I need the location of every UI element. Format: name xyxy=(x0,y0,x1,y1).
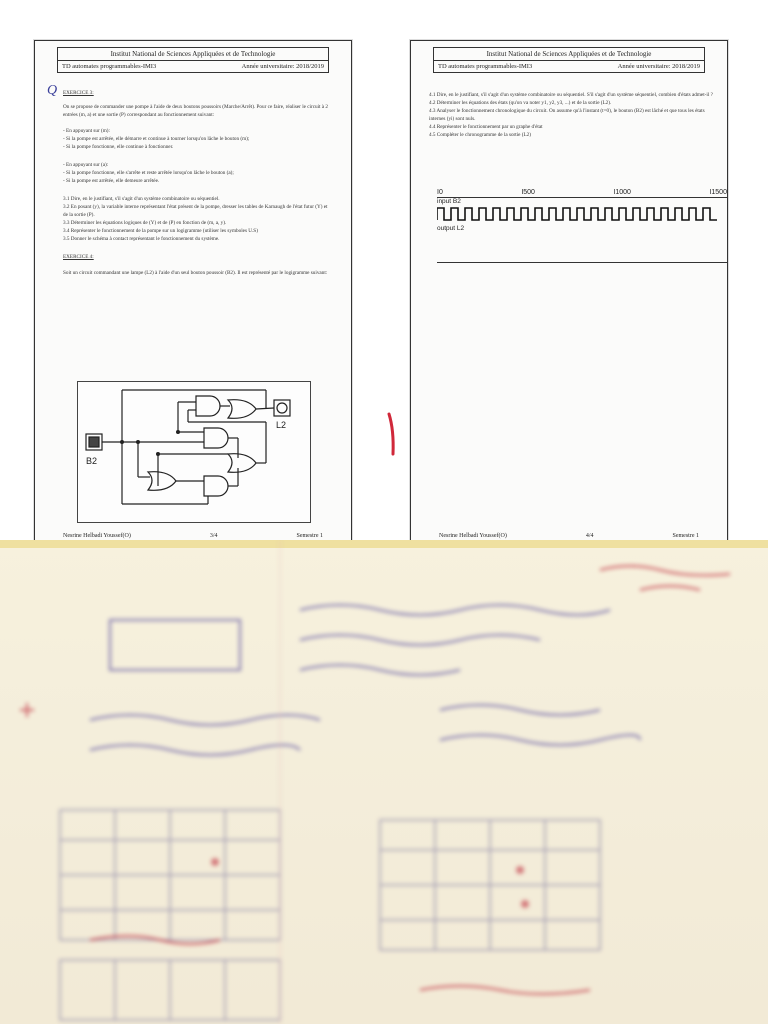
chrono-time-3: I1500 xyxy=(709,189,727,196)
chrono-time-0: I0 xyxy=(437,189,443,196)
chrono-time-2: I1000 xyxy=(613,189,631,196)
ex3-m-1: - Si la pompe est arrêtée, elle démarre et continue à tourner lorsqu'on lâche le bouton (m); xyxy=(63,136,250,142)
l2-output-box xyxy=(274,400,290,416)
red-mark xyxy=(386,410,400,460)
chrono-time-axis xyxy=(437,189,727,198)
handwritten-notes-paper xyxy=(0,540,768,1024)
input-b2-waveform xyxy=(437,205,717,223)
b2-label: B2 xyxy=(86,456,98,466)
l2-label: L2 xyxy=(276,420,287,430)
question-3-1: 3.1 Dire, en le justifiant, s'il s'agit d'un système combinatoire ou séquentiel. xyxy=(63,196,220,202)
ex3-m-2: - Si la pompe fonctionne, elle continue à fonctionner. xyxy=(63,144,174,150)
page-footer xyxy=(63,533,323,539)
question-3-4: 3.4 Représenter le fonctionnement de la pompe sur un logigramme (utiliser les symboles U.S) xyxy=(63,228,258,234)
question-4-3: 4.3 Analyser le fonctionnement chronologique du circuit. On assume qu'à l'instant (t=0), le bouton (B2) est lâché et que tous les états internes (yi) sont nuls. xyxy=(429,108,705,122)
chrono-time-1: I500 xyxy=(521,189,535,196)
course-name: TD automates programmables-IMI3 xyxy=(62,63,157,70)
or-gate-2 xyxy=(228,454,256,473)
exercise4-title: EXERCICE 4: xyxy=(63,254,94,260)
page-header xyxy=(433,47,705,73)
logigram-svg xyxy=(78,382,310,522)
question-4-4: 4.4 Représenter le fonctionnement par un graphe d'état xyxy=(429,124,543,130)
exercise-page-right xyxy=(410,40,728,542)
margin-mark: Q xyxy=(47,83,58,98)
exercise-page-left xyxy=(34,40,352,542)
footer-author: Nesrine Helbadi Youssef(O) xyxy=(63,533,131,539)
b2-input-core xyxy=(89,437,99,447)
exercise3-title: EXERCICE 3: xyxy=(63,90,94,96)
academic-year: Année universitaire: 2018/2019 xyxy=(241,63,324,70)
and-gate-1 xyxy=(196,396,220,416)
question-4-5: 4.5 Compléter le chronogramme de la sortie (L2) xyxy=(429,132,531,138)
footer-author: Nesrine Helbadi Youssef(O) xyxy=(439,533,507,539)
ex3-a-2: - Si la pompe est arrêtée, elle demeure arrêtée. xyxy=(63,178,160,184)
footer-page: 3/4 xyxy=(209,533,218,539)
institute-name: Institut National de Sciences Appliquées et de Technologie xyxy=(434,48,704,61)
footer-semester: Semestre 1 xyxy=(296,533,323,539)
or-gate-3 xyxy=(148,472,176,491)
output-l2-baseline xyxy=(437,262,727,263)
page-footer xyxy=(439,533,699,539)
ex3-a-1: - Si la pompe fonctionne, elle s'arrête et reste arrêtée lorsqu'on lâche le bouton (a); xyxy=(63,170,234,176)
footer-semester: Semestre 1 xyxy=(672,533,699,539)
or-gate-1 xyxy=(228,400,256,419)
logigram-diagram xyxy=(77,381,311,523)
question-3-5: 3.5 Donner le schéma à contact représentant le fonctionnement du système. xyxy=(63,236,220,242)
input-b2-label: input B2 xyxy=(437,198,461,205)
course-name: TD automates programmables-IMI3 xyxy=(438,63,533,70)
institute-name: Institut National de Sciences Appliquées et de Technologie xyxy=(58,48,328,61)
question-3-3: 3.3 Déterminer les équations logiques de (Y) et de (P) en fonction de (m, a, y). xyxy=(63,220,227,226)
question-4-2: 4.2 Déterminer les équations des états (qu'on va noter y1, y2, y3, ...) et de la sortie (L2). xyxy=(429,100,612,106)
output-l2-label: output L2 xyxy=(437,225,465,232)
and-gate-3 xyxy=(204,476,228,496)
l2-output-lamp xyxy=(277,403,287,413)
and-gate-2 xyxy=(204,428,228,448)
page-header xyxy=(57,47,329,73)
chronogram xyxy=(437,189,727,263)
question-4-1: 4.1 Dire, en le justifiant, s'il s'agit d'un système combinatoire ou séquentiel. S'il s'agit d'un système séquentiel, combien d'états admet-il ? xyxy=(429,92,713,98)
academic-year: Année universitaire: 2018/2019 xyxy=(617,63,700,70)
ex3-m-title: - En appuyant sur (m): xyxy=(63,128,110,134)
ex3-a-title: - En appuyant sur (a): xyxy=(63,162,109,168)
blurred-notes xyxy=(0,540,768,1024)
ex3-intro: On se propose de commander une pompe à l'aide de deux boutons poussoirs (Marche/Arrêt). Pour ce faire, réaliser le circuit à 2 entrées (m, a) et une sortie (P) correspondant au fonctionnement suivant: xyxy=(63,104,328,118)
question-3-2: 3.2 En posant (y), la variable interne représentant l'état présent de la pompe, dresser les tables de Karnaugh de l'état futur (Y) et de la sortie (P). xyxy=(63,204,328,218)
ex4-intro: Soit un circuit commandant une lampe (L2) à l'aide d'un seul bouton poussoir (B2). Il est représenté par le logigramme suivant: xyxy=(63,270,328,276)
footer-page: 4/4 xyxy=(585,533,594,539)
